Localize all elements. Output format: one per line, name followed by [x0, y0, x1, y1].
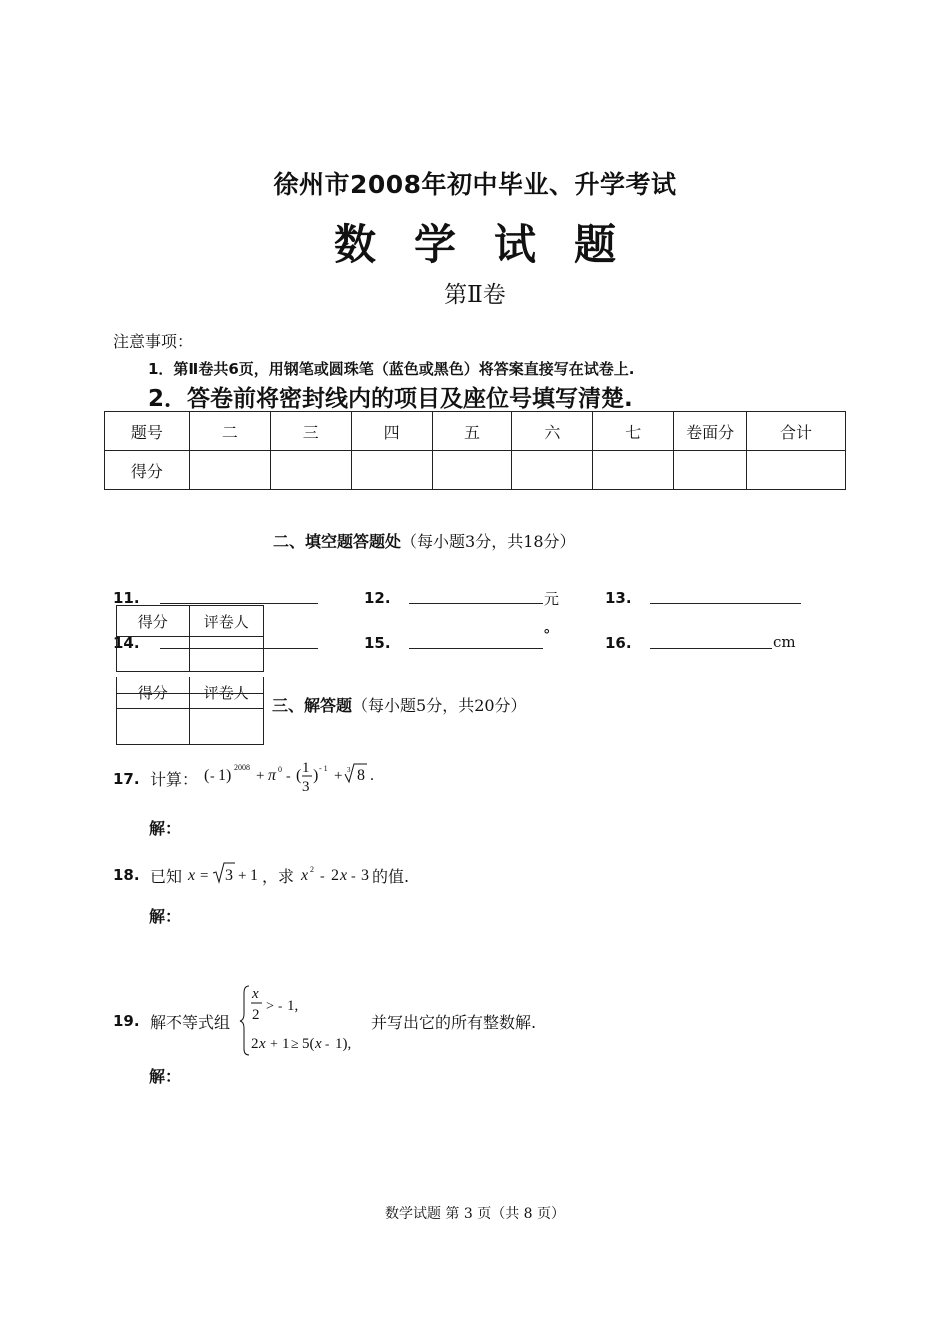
score-entry-cell[interactable] — [512, 451, 593, 490]
score-header-cell: 五 — [432, 412, 512, 451]
grader-score-label: 得分 — [117, 606, 190, 637]
blank-12-unit: 元 — [544, 590, 560, 608]
grader-score-label: 得分 — [117, 677, 190, 708]
blank-11-line[interactable] — [160, 603, 318, 604]
q17-number: 17. — [113, 770, 140, 788]
svg-text:5(: 5( — [302, 1036, 315, 1052]
blank-14-number: 14. — [113, 634, 140, 652]
q19-prefix: 解不等式组 — [150, 1013, 231, 1032]
blank-16-unit: cm — [773, 633, 796, 651]
svg-text:-: - — [286, 769, 291, 784]
svg-text:3: 3 — [302, 779, 310, 795]
notice-item-1: 1．第Ⅱ卷共6页，用钢笔或圆珠笔（蓝色或黑色）将答案直接写在试卷上. — [148, 360, 635, 378]
q17-solve-label: 解： — [149, 819, 182, 838]
volume-label: 第Ⅱ卷 — [444, 282, 506, 308]
svg-text:x: x — [252, 986, 259, 1002]
q17-prefix: 计算： — [150, 770, 199, 789]
section3-heading — [272, 693, 527, 716]
score-table — [104, 411, 846, 490]
q18-middle: ，求 — [262, 867, 295, 886]
svg-text:-: - — [210, 769, 215, 784]
svg-text:-: - — [278, 998, 283, 1013]
grader-name-cell[interactable] — [189, 708, 264, 744]
svg-text:1): 1) — [218, 767, 232, 784]
svg-text:1: 1 — [250, 867, 258, 884]
score-entry-cell[interactable] — [747, 451, 846, 490]
q18-prefix: 已知 — [150, 867, 183, 886]
svg-text:>: > — [266, 999, 274, 1014]
grader-score-cell[interactable] — [117, 708, 190, 744]
blank-16-number: 16. — [605, 634, 632, 652]
blank-16-line[interactable] — [650, 648, 772, 649]
svg-text:0: 0 — [278, 765, 282, 774]
score-entry-cell[interactable] — [270, 451, 351, 490]
svg-text:1,: 1, — [287, 998, 299, 1014]
svg-text:1),: 1), — [335, 1036, 352, 1052]
svg-text:x: x — [188, 867, 196, 884]
section2-title: 二、填空题答题处 — [273, 532, 402, 551]
blank-12-number: 12. — [364, 589, 391, 607]
svg-text:x: x — [259, 1036, 266, 1052]
svg-text:x: x — [315, 1036, 322, 1052]
q17-expression — [204, 755, 414, 799]
subject-title: 数学试题 — [333, 220, 654, 269]
score-header-cell: 七 — [593, 412, 674, 451]
blank-12-line[interactable] — [409, 603, 543, 604]
svg-text:=: = — [200, 868, 209, 884]
score-row-label: 得分 — [105, 451, 190, 490]
section2-heading — [273, 529, 576, 552]
blank-15-line[interactable] — [409, 648, 543, 649]
svg-text:+: + — [238, 868, 247, 884]
score-header-cell: 六 — [512, 412, 593, 451]
notice-item-2: 2．答卷前将密封线内的项目及座位号填写清楚. — [148, 386, 633, 412]
grader-name-cell[interactable] — [189, 637, 264, 672]
score-header-cell: 三 — [270, 412, 351, 451]
svg-text:(: ( — [296, 767, 302, 784]
svg-text:3: 3 — [361, 867, 369, 884]
svg-text:.: . — [370, 767, 374, 784]
grader-box — [116, 605, 264, 672]
section3-note: （每小题5分，共20分） — [352, 696, 527, 715]
svg-text:x: x — [301, 867, 309, 884]
score-header-cell: 四 — [351, 412, 432, 451]
svg-text:-: - — [351, 869, 356, 884]
svg-text:(: ( — [204, 767, 210, 784]
svg-text:+: + — [334, 768, 343, 784]
svg-text:-: - — [325, 1036, 330, 1051]
q18-number: 18. — [113, 866, 140, 884]
svg-text:- 1: - 1 — [319, 764, 328, 773]
svg-text:2: 2 — [310, 865, 314, 874]
score-entry-cell[interactable] — [674, 451, 747, 490]
score-header-cell: 二 — [189, 412, 270, 451]
q18-suffix: 的值. — [372, 867, 410, 886]
svg-text:+: + — [270, 1037, 278, 1052]
q19-inequality-system — [240, 983, 370, 1058]
score-entry-cell[interactable] — [189, 451, 270, 490]
svg-text:2: 2 — [251, 1036, 259, 1052]
svg-text:2008: 2008 — [234, 763, 250, 772]
svg-text:): ) — [313, 767, 319, 784]
grader-box-2 — [116, 683, 265, 745]
blank-15-unit: ° — [543, 626, 551, 644]
blank-11-number: 11. — [113, 589, 140, 607]
score-entry-cell[interactable] — [351, 451, 432, 490]
score-header-cell: 题号 — [105, 412, 190, 451]
svg-text:3: 3 — [225, 867, 233, 884]
notice-heading: 注意事项： — [113, 332, 194, 351]
svg-text:≥: ≥ — [291, 1037, 299, 1052]
q18-solve-label: 解： — [149, 907, 182, 926]
q19-suffix: 并写出它的所有整数解. — [371, 1013, 537, 1032]
svg-text:x: x — [340, 867, 348, 884]
section3-title: 三、解答题 — [272, 696, 353, 715]
score-header-cell: 合计 — [747, 412, 846, 451]
svg-text:-: - — [320, 869, 325, 884]
section2-note: （每小题3分，共18分） — [401, 532, 576, 551]
svg-text:8: 8 — [357, 767, 365, 784]
q19-solve-label: 解： — [149, 1067, 182, 1086]
q19-number: 19. — [113, 1012, 140, 1030]
score-header-cell: 卷面分 — [674, 412, 747, 451]
score-entry-cell[interactable] — [593, 451, 674, 490]
svg-text:+: + — [256, 768, 265, 784]
grader-score-cell[interactable] — [117, 637, 190, 672]
svg-text:3: 3 — [347, 766, 351, 774]
page-footer: 数学试题 第 3 页（共 8 页） — [384, 1206, 566, 1222]
blank-13-line[interactable] — [650, 603, 801, 604]
blank-13-number: 13. — [605, 589, 632, 607]
blank-15-number: 15. — [364, 634, 391, 652]
svg-text:2: 2 — [252, 1007, 260, 1023]
grader-name-label: 评卷人 — [189, 677, 264, 708]
grader-name-label: 评卷人 — [189, 606, 264, 637]
svg-text:π: π — [268, 767, 277, 784]
svg-text:1: 1 — [282, 1036, 290, 1052]
svg-text:1: 1 — [302, 760, 310, 776]
svg-text:2: 2 — [331, 867, 339, 884]
score-entry-cell[interactable] — [432, 451, 512, 490]
exam-title: 徐州市2008年初中毕业、升学考试 — [273, 170, 677, 199]
